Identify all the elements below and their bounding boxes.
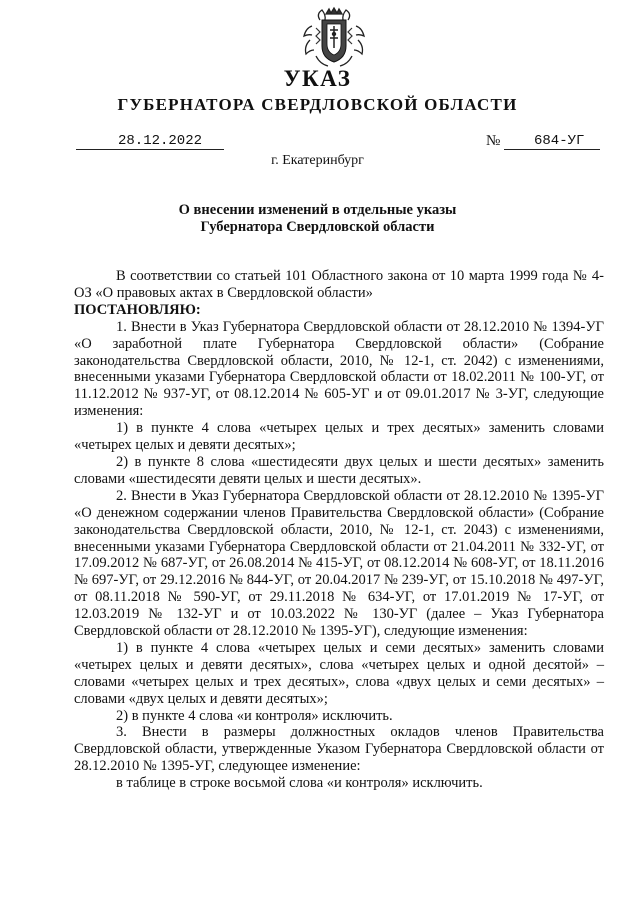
document-date: 28.12.2022 [118,133,203,149]
date-underline [76,149,224,150]
clause-3: 3. Внести в размеры должностных окладов членов Правительства Свердловской области, утвержденные Указом Губернатора Свердловской области от 28.12.2010 № 1395-УГ, следующее изменение: [74,724,604,775]
preamble: В соответствии со статьей 101 Областного закона от 10 марта 1999 года № 4-ОЗ «О правовых актах в Свердловской области» [74,268,604,301]
heading-line-1: О внесении изменений в отдельные указы [178,202,457,218]
heading-line-2: Губернатора Свердловской области [200,219,435,235]
clause-1: 1. Внести в Указ Губернатора Свердловской области от 28.12.2010 № 1394-УГ «О заработной плате Губернатора Свердловской области» (Собрание законодательства Свердловской области, 2010, № 12-1, ст. 2042) с изменениями, внесенными указами Губернатора Свердловской области от 18.02.2011 № 100-УГ, от 11.12.2012 № 937-УГ, от 08.12.2014 № 605-УГ и от 09.01.2017 № 3-УГ, следующие изменения: [74,318,604,420]
clause-2-item-2: 2) в пункте 4 слова «и контроля» исключить. [116,707,393,724]
clause-2-item-1: 1) в пункте 4 слова «четырех целых и семи десятых» заменить словами «четырех целых и девяти десятых», слова «четырех целых и одной десятой» – словами «четырех целых и трех десятых», слова «двух целых и семи десятых» – словами «двух целых и девяти десятых»; [74,639,604,707]
issuer-subtitle: ГУБЕРНАТОРА СВЕРДЛОВСКОЙ ОБЛАСТИ [117,95,518,114]
number-sign: № [486,133,501,149]
document-body [74,268,604,792]
document-number: 684-УГ [534,133,585,149]
number-underline [504,149,600,150]
document-heading [0,202,635,236]
document-type-title: УКАЗ [283,66,352,91]
decree-label: ПОСТАНОВЛЯЮ: [74,301,201,318]
clause-3-item-1: в таблице в строке восьмой слова «и контроля» исключить. [116,775,483,792]
clause-1-item-1: 1) в пункте 4 слова «четырех целых и трех десятых» заменить словами «четырех целых и девяти десятых»; [74,420,604,454]
coat-of-arms-icon [298,6,370,70]
clause-2: 2. Внести в Указ Губернатора Свердловской области от 28.12.2010 № 1395-УГ «О денежном содержании членов Правительства Свердловской области» (Собрание законодательства Свердловской области, 2010, № 12-1, ст. 2043) с изменениями, внесенными указами Губернатора Свердловской области от 21.04.2011 № 332-УГ, от 17.09.2012 № 687-УГ, от 26.08.2014 № 415-УГ, от 08.12.2014 № 608-УГ, от 18.11.2016 № 697-УГ, от 29.12.2016 № 844-УГ, от 20.04.2017 № 239-УГ, от 15.10.2018 № 497-УГ, от 08.11.2018 № 590-УГ, от 29.11.2018 № 634-УГ, от 17.01.2019 № 17-УГ, от 12.03.2019 № 132-УГ и от 10.03.2022 № 130-УГ (далее – Указ Губернатора Свердловской области от 28.12.2010 № 1395-УГ), следующие изменения: [74,487,604,640]
clause-1-item-2: 2) в пункте 8 слова «шестидесяти двух целых и шести десятых» заменить словами «шестидесяти девяти целых и шести десятых». [74,453,604,487]
city-line: г. Екатеринбург [271,153,364,168]
